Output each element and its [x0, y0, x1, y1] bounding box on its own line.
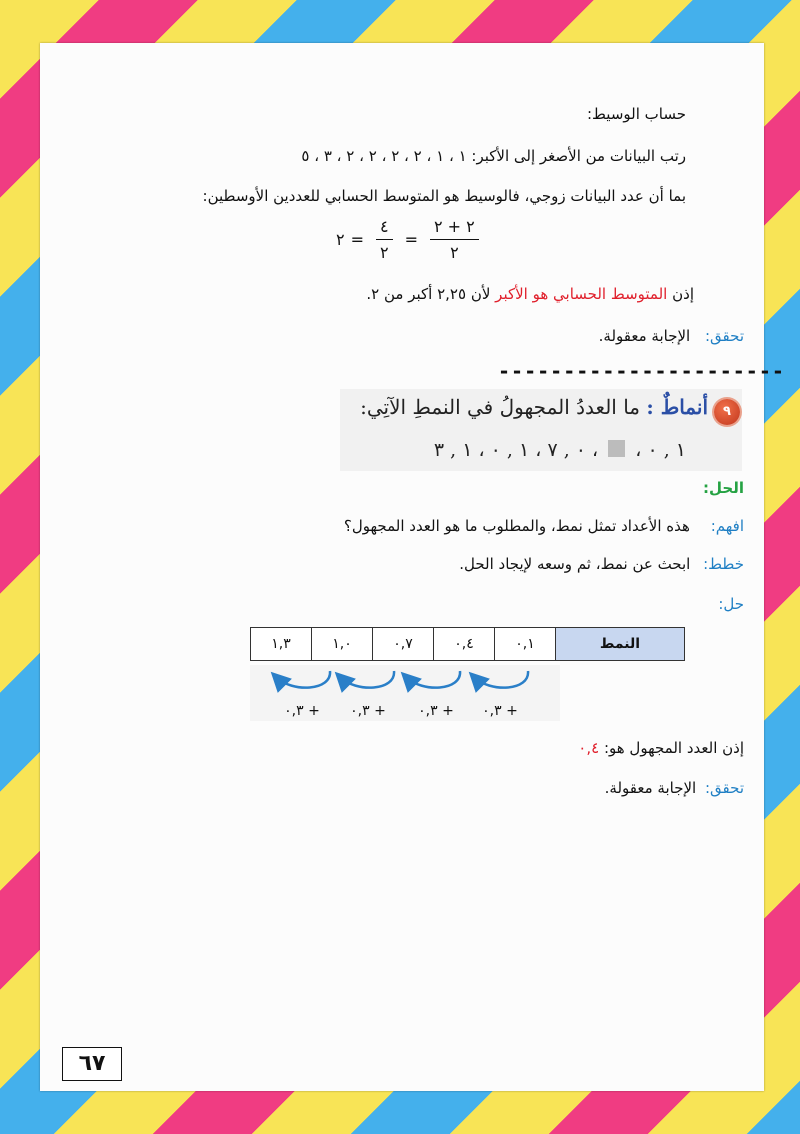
- pattern-cell: ٠,٧: [373, 628, 434, 661]
- pattern-cell: ١,٣: [251, 628, 312, 661]
- answer-check-line: [605, 779, 744, 797]
- answer-value: ٠,٤: [578, 739, 600, 757]
- step-label: + ٠,٣: [350, 703, 386, 719]
- plan-text: ابحث عن نمط، ثم وسعه لإيجاد الحل.: [459, 555, 691, 573]
- conclusion-suffix: لأن ٢,٢٥ أكبر من ٢.: [366, 285, 491, 303]
- fraction-two-denominator: ٢: [380, 243, 389, 262]
- answer-prefix: إذن العدد المجهول هو:: [603, 739, 744, 757]
- check-line: [599, 327, 744, 345]
- solve-label: حل:: [718, 595, 744, 613]
- problem-question: ما العددُ المجهولُ في النمطِ الآتِي:: [360, 395, 641, 419]
- answer-check-text: الإجابة معقولة.: [604, 779, 697, 797]
- plan-label: خطط:: [703, 555, 744, 573]
- equation-result: ٢: [336, 230, 345, 249]
- unknown-square-icon: [608, 440, 625, 457]
- understand-text: هذه الأعداد تمثل نمط، والمطلوب ما هو العدد المجهول؟: [343, 517, 690, 535]
- step-label: + ٠,٣: [418, 703, 454, 719]
- page-number-box: [62, 1047, 122, 1081]
- pattern-cell-unknown: ٠,٤: [434, 628, 495, 661]
- pattern-cell: ٠,١: [495, 628, 556, 661]
- fraction-two: [376, 217, 393, 262]
- fraction-one-numerator: ٢ + ٢: [430, 217, 479, 240]
- problem-number-badge: ٩: [714, 399, 740, 425]
- page-number: ٦٧: [78, 1051, 106, 1076]
- worksheet-page: [40, 43, 785, 1091]
- table-row: [251, 628, 685, 661]
- equals-sign: =: [350, 230, 364, 249]
- fraction-one: [430, 217, 479, 262]
- median-equation: [336, 217, 485, 262]
- problem-keyword: أنماطٌ :: [646, 395, 708, 419]
- step-arrows: [250, 665, 560, 721]
- pattern-table: [250, 627, 685, 661]
- understand-label: افهم:: [710, 517, 744, 535]
- check-text: الإجابة معقولة.: [598, 327, 691, 345]
- check-label: تحقق:: [704, 327, 744, 345]
- fraction-two-numerator: ٤: [376, 217, 393, 240]
- section-divider: ----------------------: [498, 359, 785, 383]
- order-text: رتب البيانات من الأصغر إلى الأكبر: ١ ، ١ ، ٢ ، ٢ ، ٢ ، ٢ ، ٣ ، ٥: [301, 147, 686, 165]
- equals-sign: =: [404, 230, 418, 249]
- step-label: + ٠,٣: [284, 703, 320, 719]
- even-text: بما أن عدد البيانات زوجي، فالوسيط هو المتوسط الحسابي للعددين الأوسطين:: [202, 187, 686, 205]
- problem-sequence: [434, 439, 686, 461]
- answer-line: [578, 739, 744, 757]
- plan-line: [459, 555, 744, 573]
- sequence-rest: ، ٠ , ٧ ، ١ , ٠ ، ١ , ٣: [433, 439, 599, 461]
- problem-box: [340, 389, 742, 471]
- pattern-header-cell: النمط: [556, 628, 685, 661]
- problem-title: [360, 395, 708, 419]
- conclusion-highlight: المتوسط الحسابي هو الأكبر: [495, 285, 668, 303]
- solution-heading: الحل:: [703, 479, 744, 497]
- step-label: + ٠,٣: [482, 703, 518, 719]
- fraction-one-denominator: ٢: [450, 243, 459, 262]
- sequence-start: ١ , ٠ ،: [635, 439, 686, 461]
- pattern-cell: ١,٠: [312, 628, 373, 661]
- conclusion-line: [366, 285, 694, 303]
- conclusion-prefix: إذن: [672, 285, 694, 303]
- answer-check-label: تحقق:: [704, 779, 744, 797]
- median-heading: حساب الوسيط:: [587, 105, 686, 123]
- understand-line: [344, 517, 744, 535]
